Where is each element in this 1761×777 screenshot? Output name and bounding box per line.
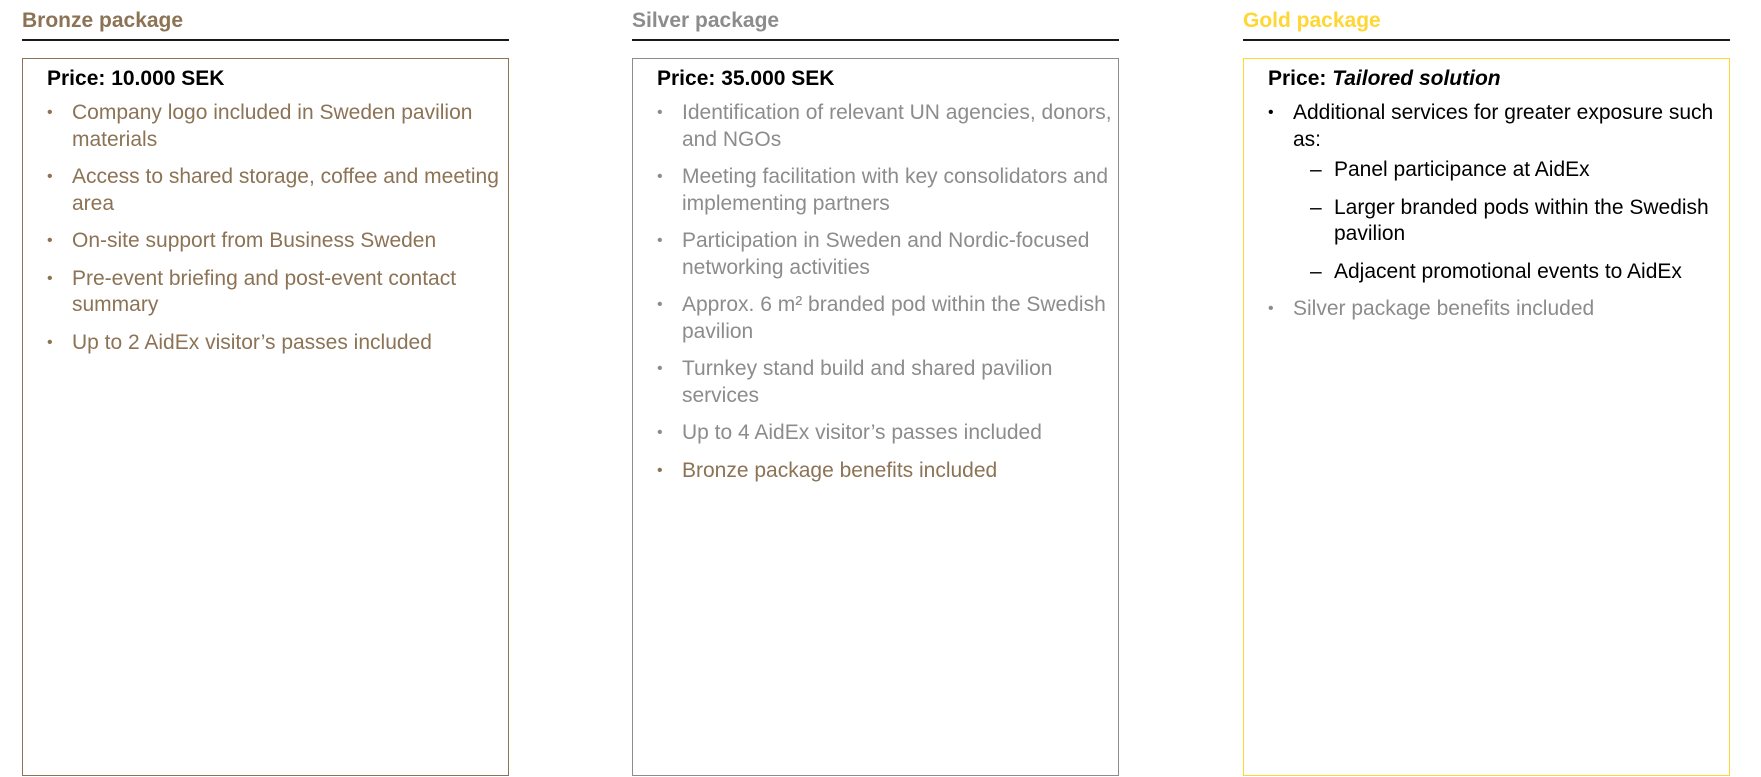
list-item — [47, 266, 504, 319]
feature-text: Additional services for greater exposure such as: — [1293, 101, 1714, 151]
gold-price-value: Tailored solution — [1332, 67, 1501, 90]
list-item — [47, 100, 504, 153]
list-item — [657, 458, 1114, 485]
feature-text: Turnkey stand build and shared pavilion services — [682, 357, 1053, 407]
bullet-icon: • — [47, 333, 53, 351]
feature-text: On-site support from Business Sweden — [72, 229, 437, 252]
bullet-icon: • — [1268, 300, 1274, 317]
feature-text: Meeting facilitation with key consolidators and implementing partners — [682, 165, 1109, 215]
sub-feature-text: Larger branded pods within the Swedish pavilion — [1334, 195, 1709, 245]
list-item — [1268, 100, 1725, 285]
bullet-icon: • — [657, 104, 663, 121]
gold-package-column — [1243, 0, 1730, 320]
gold-sub-list — [1293, 157, 1725, 285]
bullet-icon: • — [657, 461, 663, 479]
bronze-feature-list — [47, 100, 504, 356]
feature-text: Access to shared storage, coffee and meeting area — [72, 165, 499, 215]
silver-package-column — [632, 0, 1119, 482]
bullet-icon: • — [657, 360, 663, 377]
feature-text: Pre-event briefing and post-event contact summary — [72, 266, 457, 316]
feature-text: Approx. 6 m² branded pod within the Swedish pavilion — [682, 293, 1106, 343]
sub-feature-text: Panel participance at AidEx — [1334, 158, 1590, 181]
bullet-icon: • — [47, 269, 53, 287]
list-item — [1268, 296, 1725, 323]
gold-package-box — [1243, 58, 1730, 776]
bullet-icon: • — [1268, 104, 1274, 121]
feature-text: Up to 2 AidEx visitor’s passes included — [72, 330, 432, 354]
gold-feature-list — [1268, 100, 1725, 323]
dash-icon: – — [1310, 259, 1322, 283]
silver-feature-list — [657, 100, 1114, 484]
silver-package-title: Silver package — [632, 0, 1119, 41]
bullet-icon: • — [657, 424, 663, 441]
bronze-package-title: Bronze package — [22, 0, 509, 41]
sub-list-item — [1293, 259, 1725, 286]
list-item — [47, 330, 504, 357]
sub-feature-text: Adjacent promotional events to AidEx — [1334, 259, 1682, 283]
list-item — [47, 228, 504, 255]
bullet-icon: • — [657, 296, 663, 313]
bullet-icon: • — [47, 232, 53, 249]
bronze-price: Price: 10.000 SEK — [47, 67, 225, 90]
sub-list-item — [1293, 157, 1725, 184]
feature-text: Identification of relevant UN agencies, donors, and NGOs — [682, 101, 1112, 151]
gold-package-title: Gold package — [1243, 0, 1730, 41]
silver-price: Price: 35.000 SEK — [657, 67, 835, 90]
gold-price — [1268, 65, 1725, 92]
dash-icon: – — [1310, 158, 1322, 181]
list-item — [657, 228, 1114, 281]
sub-list-item — [1293, 195, 1725, 248]
feature-text: Up to 4 AidEx visitor’s passes included — [682, 421, 1042, 444]
silver-package-box — [632, 58, 1119, 776]
bullet-icon: • — [47, 104, 53, 121]
bronze-package-box — [22, 58, 509, 776]
bullet-icon: • — [47, 168, 53, 185]
list-item — [47, 164, 504, 217]
list-item — [657, 100, 1114, 153]
feature-text: Company logo included in Sweden pavilion materials — [72, 101, 473, 151]
gold-price-prefix: Price: — [1268, 67, 1333, 90]
feature-text: Bronze package benefits included — [682, 458, 998, 482]
list-item — [657, 292, 1114, 345]
bullet-icon: • — [657, 168, 663, 185]
dash-icon: – — [1310, 195, 1322, 219]
list-item — [657, 420, 1114, 447]
feature-text: Participation in Sweden and Nordic-focused networking activities — [682, 229, 1090, 279]
bullet-icon: • — [657, 232, 663, 249]
list-item — [657, 164, 1114, 217]
feature-text: Silver package benefits included — [1293, 297, 1595, 320]
bronze-package-column — [22, 0, 509, 354]
list-item — [657, 356, 1114, 409]
